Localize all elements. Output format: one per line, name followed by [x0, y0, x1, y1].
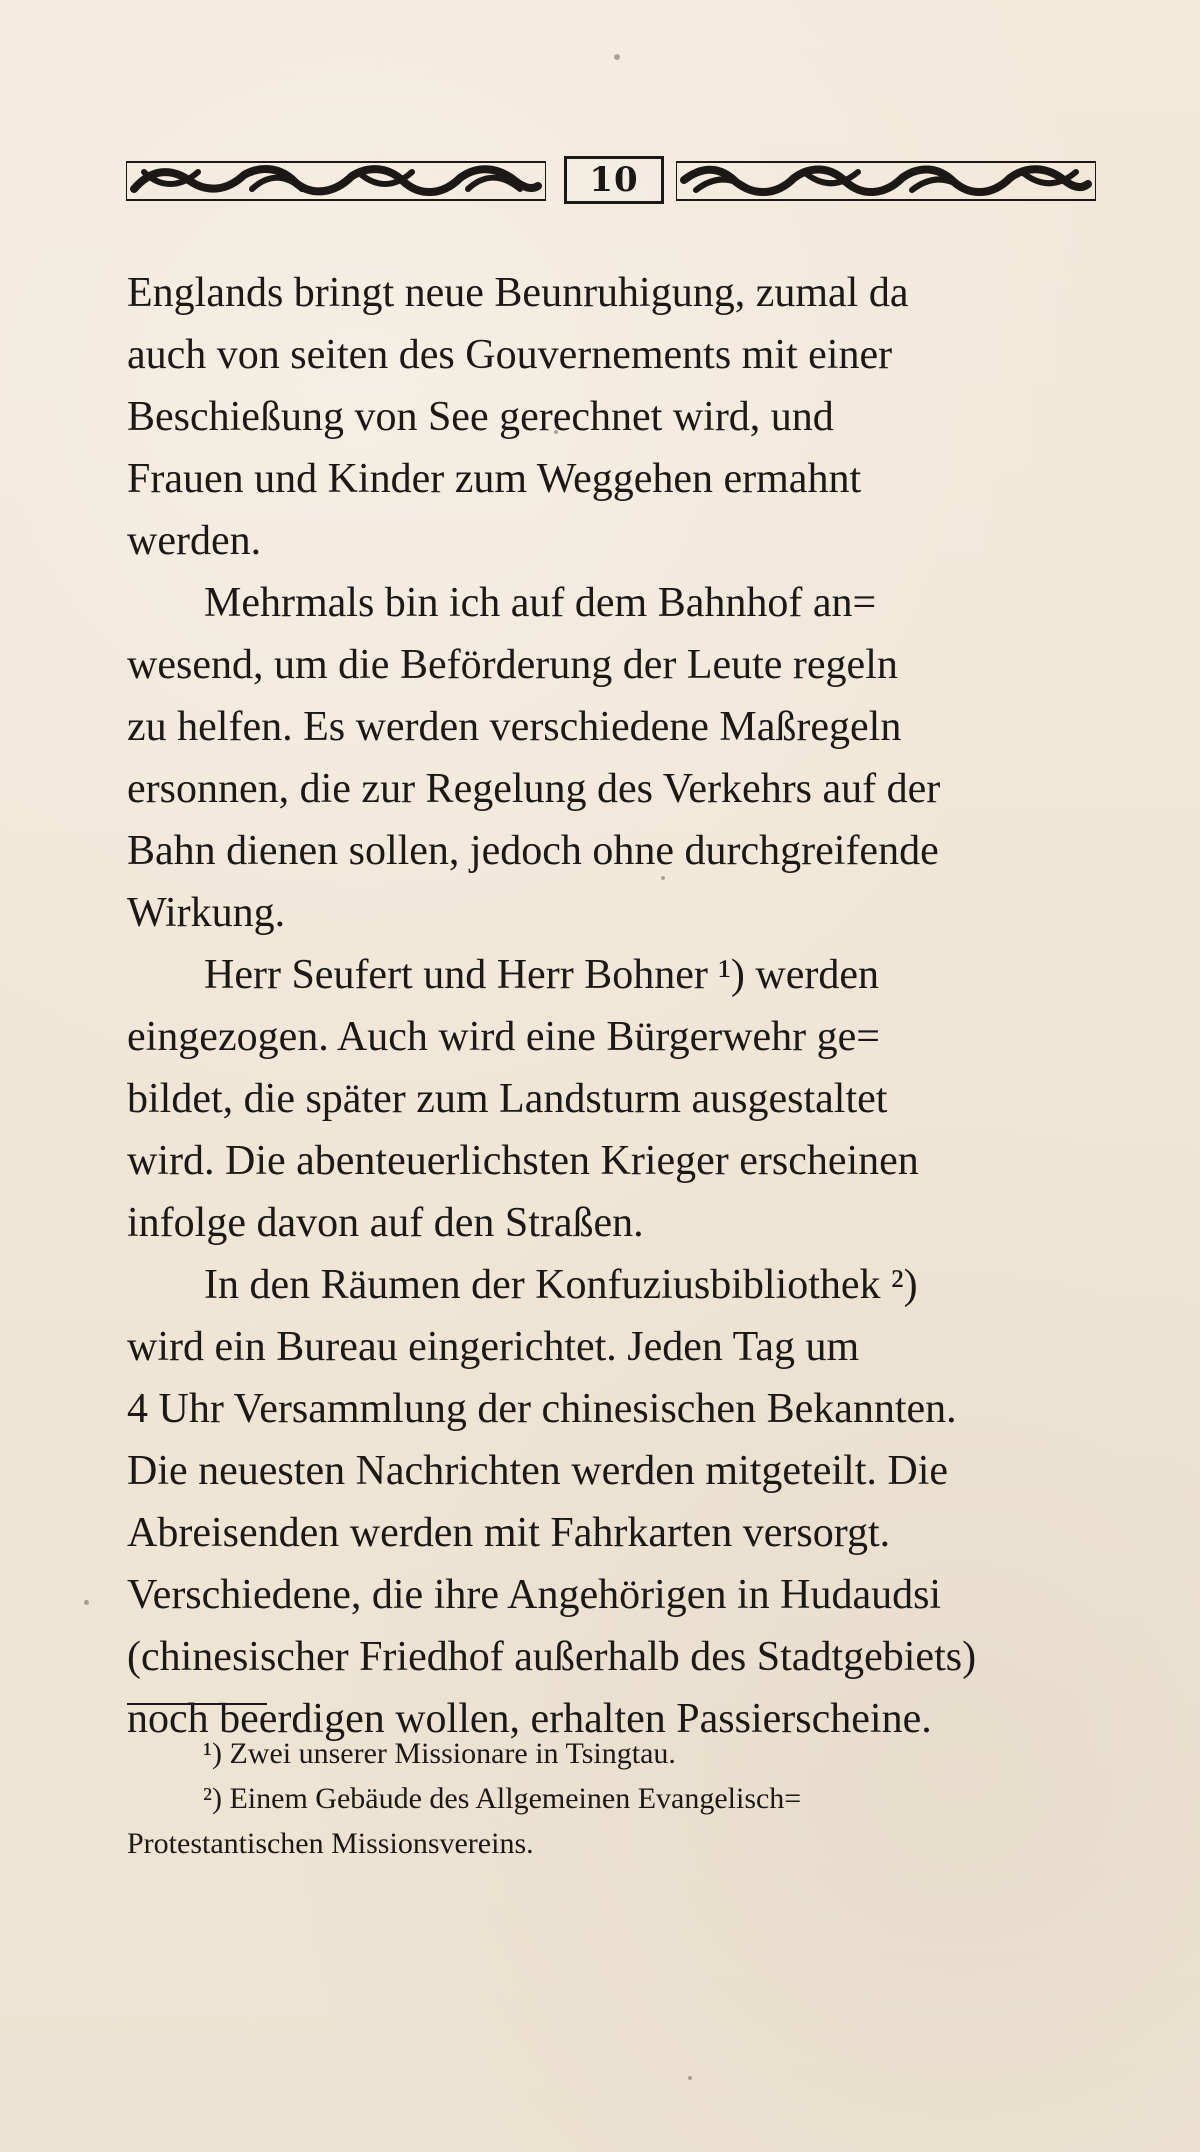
- text-line: Verschiedene, die ihre Angehörigen in Hudaudsi: [127, 1572, 942, 1618]
- decorative-border-icon: [676, 158, 1096, 204]
- text-line: Bahn dienen sollen, jedoch ohne durchgreifende: [127, 828, 939, 874]
- text-line: eingezogen. Auch wird eine Bürgerwehr ge=: [127, 1014, 880, 1060]
- paragraph-start-line: Herr Seufert und Herr Bohner ¹) werden: [204, 952, 879, 998]
- main-text: [127, 262, 1095, 1750]
- text-line: infolge davon auf den Straßen.: [127, 1200, 644, 1246]
- text-line: noch beerdigen wollen, erhalten Passierscheine.: [127, 1696, 932, 1742]
- text-line: wird. Die abenteuerlichsten Krieger erscheinen: [127, 1138, 919, 1184]
- text-line: 4 Uhr Versammlung der chinesischen Bekannten.: [127, 1386, 957, 1432]
- footnote-line: Protestantischen Missionsvereins.: [127, 1827, 534, 1860]
- text-line: Englands bringt neue Beunruhigung, zumal da: [127, 270, 909, 316]
- page-number: 10: [564, 156, 664, 204]
- footnotes: [127, 1731, 1095, 1866]
- text-line: zu helfen. Es werden verschiedene Maßregeln: [127, 704, 902, 750]
- text-line: Beschießung von See gerechnet wird, und: [127, 394, 834, 440]
- text-line: Frauen und Kinder zum Weggehen ermahnt: [127, 456, 862, 502]
- text-line: Abreisenden werden mit Fahrkarten versorgt.: [127, 1510, 891, 1556]
- text-line: wird ein Bureau eingerichtet. Jeden Tag um: [127, 1324, 860, 1370]
- paper-speck: [84, 1600, 89, 1605]
- text-line: wesend, um die Beförderung der Leute regeln: [127, 642, 898, 688]
- footnote-line: ²) Einem Gebäude des Allgemeinen Evangelisch=: [203, 1782, 802, 1815]
- text-line: ersonnen, die zur Regelung des Verkehrs auf der: [127, 766, 941, 812]
- text-line: bildet, die später zum Landsturm ausgestaltet: [127, 1076, 888, 1122]
- paragraph-start-line: In den Räumen der Konfuziusbibliothek ²): [204, 1262, 918, 1308]
- text-line: Wirkung.: [127, 890, 286, 936]
- paper-speck: [688, 2076, 692, 2080]
- page-header: [126, 150, 1096, 212]
- footnote-line: ¹) Zwei unserer Missionare in Tsingtau.: [203, 1737, 676, 1770]
- text-line: Die neuesten Nachrichten werden mitgeteilt. Die: [127, 1448, 949, 1494]
- footnote-divider: [127, 1703, 267, 1705]
- text-line: (chinesischer Friedhof außerhalb des Stadtgebiets): [127, 1634, 977, 1680]
- paragraph-start-line: Mehrmals bin ich auf dem Bahnhof an=: [204, 580, 877, 626]
- decorative-border-icon: [126, 158, 546, 204]
- paper-speck: [554, 430, 558, 434]
- paper-speck: [661, 876, 665, 880]
- text-line: auch von seiten des Gouvernements mit einer: [127, 332, 893, 378]
- text-line: werden.: [127, 518, 262, 564]
- paper-speck: [614, 54, 620, 60]
